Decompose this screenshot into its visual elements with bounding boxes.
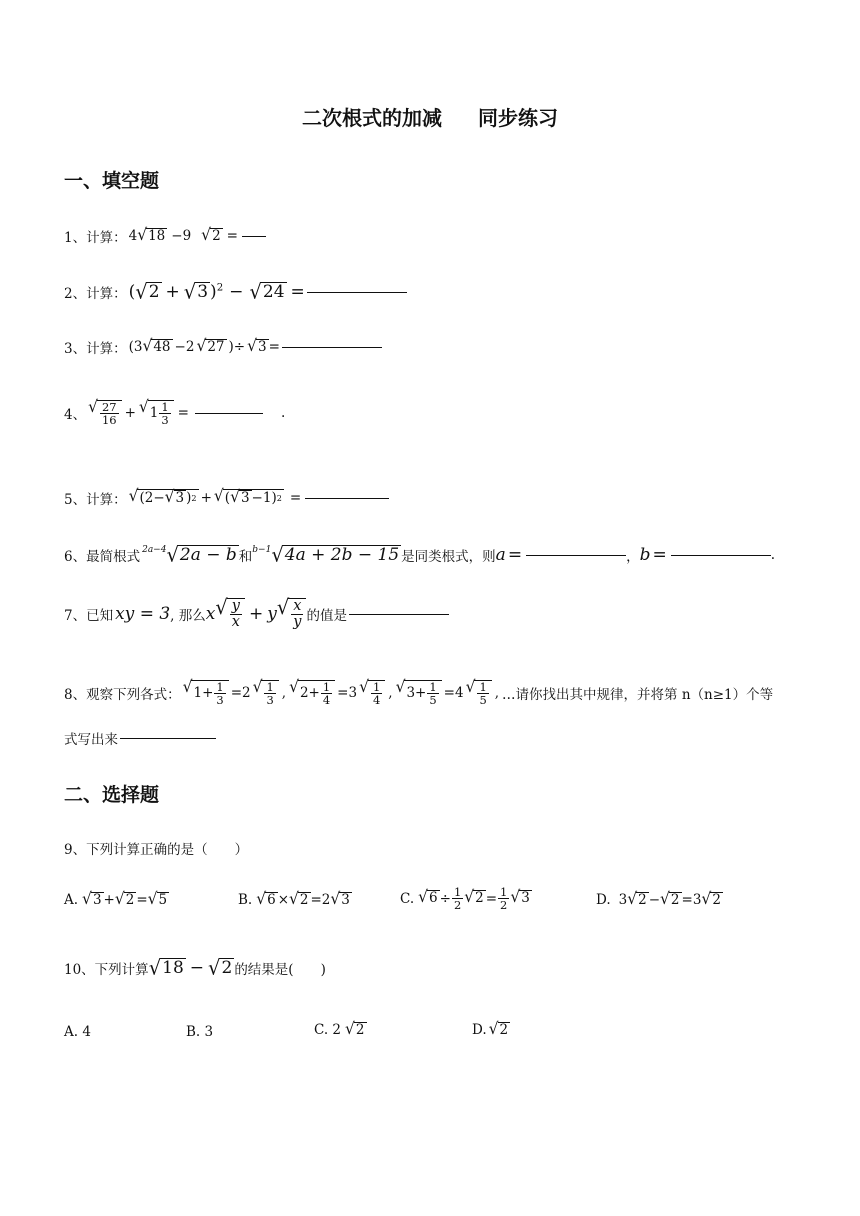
q9-d-op: −	[648, 892, 661, 909]
q2-r2: 3	[197, 282, 209, 302]
q1-r2: 2	[212, 227, 221, 244]
q3-close: )÷	[228, 339, 246, 355]
q5-radical-1: √ (2− √ 3 ) 2	[128, 486, 197, 507]
question-6	[64, 542, 775, 567]
q6-end: .	[770, 547, 775, 564]
q7-xn: x	[293, 598, 302, 614]
question-1	[64, 226, 266, 246]
q9-label: 9、下列计算正确的是（ ）	[64, 842, 249, 858]
q6-eq-a: =	[507, 545, 523, 566]
q2-answer-blank[interactable]	[307, 291, 407, 293]
q8-i1-d: 3	[216, 693, 224, 708]
q6-answer-b-blank[interactable]	[671, 554, 771, 556]
q7-tail: 的值是	[306, 608, 347, 625]
q10-label: 10、下列计算	[64, 962, 149, 979]
q8-i3-rn: 1	[479, 680, 487, 694]
q3-label: 3、计算：	[64, 341, 127, 357]
q2-radical-2: √ 3	[183, 279, 209, 304]
q9-d-prefix: D.	[596, 892, 611, 909]
q6-b: b	[639, 545, 651, 566]
q8-item-3-left: √ 3+ $\frac{1}{5}$	[396, 680, 442, 706]
question-3	[64, 337, 382, 357]
q5-pow-2: 2	[276, 492, 282, 503]
q8-i3-w: 3+	[406, 684, 427, 701]
q9-c-gn: 1	[500, 885, 508, 899]
q6-radical-2: b−1 √ 4a + 2b − 15	[252, 542, 400, 567]
q5-r2: 3	[240, 490, 250, 507]
q6-text: 是同类根式，则	[401, 549, 496, 566]
q8-i2-rd: 4	[372, 693, 381, 708]
q3-answer-blank[interactable]	[282, 346, 382, 348]
q1-coef: 4	[128, 228, 138, 244]
q7-yd: x	[231, 614, 240, 631]
q8-i1-rn: 1	[266, 680, 274, 694]
q4-f1d: 16	[101, 413, 117, 428]
q8-i1-w: 1+	[193, 684, 214, 701]
question-8-line2	[64, 728, 216, 748]
q2-label: 2、计算：	[64, 286, 127, 303]
q6-e2: 4a + 2b − 15	[284, 545, 400, 565]
q6-label: 6、最简根式	[64, 549, 141, 566]
q1-radical-2: √ 2	[201, 225, 221, 245]
q10-option-a[interactable]	[64, 1024, 91, 1040]
q6-idx2: b−1	[252, 545, 272, 555]
q7-answer-blank[interactable]	[349, 613, 449, 615]
section-fill-heading: 一、填空题	[64, 170, 160, 192]
q8-label: 8、观察下列各式：	[64, 687, 181, 704]
q4-f1n: 27	[101, 400, 117, 414]
q7-cond: xy = 3	[115, 604, 171, 625]
q10-r2: 2	[221, 958, 233, 978]
q6-eq-b: =	[652, 545, 667, 566]
q10-option-b[interactable]	[186, 1024, 213, 1040]
q9-c-r3: 3	[521, 890, 530, 907]
q5-eq: =	[289, 490, 302, 506]
q7-label: 7、已知	[64, 608, 114, 625]
q9-c-fn: 1	[453, 885, 462, 899]
question-8	[64, 677, 774, 708]
q8-i2-w: 2+	[299, 684, 320, 701]
question-4	[64, 397, 286, 428]
q5-plus: +	[200, 490, 212, 506]
q9-d-eq: =3	[681, 892, 702, 909]
q8-i2-d: 4	[322, 693, 331, 708]
q2-plus: +	[165, 282, 180, 303]
q6-e1: 2a − b	[179, 545, 237, 565]
q8-item-1-left: √ 1+ $\frac{1}{3}$	[183, 680, 229, 706]
q9-c-r1: 6	[429, 890, 438, 907]
q7-yn: y	[231, 598, 240, 614]
q4-whole: 1	[149, 404, 159, 421]
q3-open: (3	[128, 339, 143, 355]
q8-i2-n: 1	[322, 680, 331, 694]
q4-f2n: 1	[161, 400, 169, 414]
q10-d-r: 2	[499, 1022, 509, 1038]
q5-d: −1)	[251, 489, 277, 506]
q2-r3: 24	[262, 282, 285, 302]
q5-a: (2−	[139, 489, 165, 506]
q9-c-eq: =	[485, 890, 498, 907]
q8-answer-blank[interactable]	[120, 737, 216, 739]
q5-r1: 3	[175, 490, 185, 507]
q6-and: 和	[238, 549, 253, 566]
question-7	[64, 595, 449, 631]
q2-pow: 2	[216, 282, 224, 294]
page-title	[0, 102, 860, 131]
q2-radical-1: √ 2	[135, 279, 160, 304]
question-10: 10、下列计算 √ 18 − √ 2 的结果是( )	[64, 955, 326, 980]
section-choice-heading: 二、选择题	[64, 784, 160, 806]
q10-tail: 的结果是( )	[234, 962, 326, 979]
q8-item-3-right: √ $\frac{1}{5}$	[466, 680, 492, 706]
q1-r1: 18	[148, 227, 166, 244]
q9-c-prefix: C.	[400, 890, 415, 907]
q9-d-r3: 2	[712, 892, 721, 908]
q9-b-eq: =2	[310, 892, 331, 909]
q9-option-c[interactable]: C. √ 6 ÷ $\frac{1}{2}$ √ 2 = $\frac{1}{2}$ √ 3	[400, 885, 530, 913]
q8-item-1-right: √ $\frac{1}{3}$	[253, 680, 279, 706]
q10-b-text: B. 3	[186, 1024, 214, 1040]
q10-option-d[interactable]: D. √ 2	[472, 1019, 509, 1039]
q3-eq: =	[268, 339, 280, 355]
q4-radical-1: √ $\frac{27}{16}$	[88, 400, 121, 426]
q7-radical-2: √ $\frac{x}{y}$	[277, 598, 307, 630]
q10-a-text: A. 4	[64, 1024, 91, 1040]
q8-i3-n: 1	[429, 680, 437, 694]
q6-a: a	[495, 545, 506, 566]
q7-xd: y	[293, 614, 302, 631]
q8-i2-c: =3	[337, 685, 358, 702]
q2-minus: −	[229, 282, 244, 303]
q9-d-r2: 2	[670, 892, 680, 908]
q9-option-b[interactable]: B. √ 6 × √ 2 =2 √ 3	[238, 889, 350, 909]
q5-b: )	[186, 489, 192, 506]
q10-d-text: D.	[472, 1022, 487, 1039]
q3-r1: 48	[153, 338, 171, 355]
q5-label: 5、计算：	[64, 492, 127, 508]
q9-b-prefix: B.	[238, 892, 253, 909]
q9-b-r3: 3	[341, 892, 350, 908]
title-main: 二次根式的加减	[302, 106, 442, 130]
q7-y: y	[267, 604, 277, 625]
q8-i3-c: =4	[443, 685, 464, 702]
q10-r1: 18	[162, 958, 184, 978]
q3-radical-1: √ 48	[142, 336, 171, 356]
q8-i1-rd: 3	[266, 693, 274, 708]
q7-plus: +	[248, 604, 264, 625]
q1-op: −9	[171, 228, 192, 244]
q8-line2: 式写出来	[64, 732, 118, 748]
q8-sep-1: ,	[281, 685, 287, 702]
q5-pow: 2	[191, 492, 197, 503]
q7-x: x	[205, 604, 216, 625]
q6-answer-a-blank[interactable]	[526, 554, 626, 556]
q2-r1: 2	[148, 282, 160, 302]
q4-f2d: 3	[161, 413, 169, 428]
q9-d-r1: 2	[638, 892, 647, 908]
q9-c-r2: 2	[475, 890, 484, 907]
q10-option-c[interactable]: C. 2 √ 2	[314, 1019, 365, 1039]
q4-radical-2: √ 1 $\frac{1}{3}$	[139, 400, 174, 426]
q9-a-r3: 5	[158, 892, 168, 908]
q3-radical-3: √ 3	[247, 336, 267, 356]
q8-i2-rn: 1	[372, 680, 381, 694]
q5-answer-blank[interactable]	[305, 497, 389, 499]
q3-radical-2: √ 27	[196, 336, 225, 356]
q9-d-a: 3	[618, 892, 628, 909]
q7-radical-1: √ $\frac{y}{x}$	[215, 598, 245, 630]
q4-eq: =	[177, 405, 189, 422]
question-9	[64, 838, 248, 858]
q1-label: 1、计算：	[64, 230, 127, 246]
q10-c-text: C. 2	[314, 1022, 342, 1039]
q6-radical-1: 2a−4 √ 2a − b	[142, 542, 237, 567]
q9-option-a[interactable]: A. √ 3 + √ 2 = √ 5	[64, 889, 168, 909]
q10-c-r: 2	[355, 1022, 365, 1038]
q2-radical-3: √ 24	[249, 279, 285, 304]
q9-b-op: ×	[277, 892, 290, 909]
q9-a-op: +	[103, 892, 115, 909]
q9-option-d[interactable]: D. 3 √ 2 − √ 2 =3 √ 2	[596, 889, 721, 909]
q3-r2: 27	[207, 338, 225, 355]
q1-eq: =	[226, 228, 238, 244]
q2-eq: =	[290, 282, 305, 303]
question-5	[64, 488, 389, 508]
q4-plus: +	[124, 405, 136, 422]
title-sub: 同步练习	[478, 106, 558, 130]
q6-comma: ，	[626, 549, 640, 566]
q1-answer-blank[interactable]	[242, 235, 266, 237]
q7-text: , 那么	[170, 608, 206, 625]
q8-i3-rd: 5	[479, 693, 487, 708]
q9-a-r1: 3	[92, 892, 102, 908]
q9-a-r2: 2	[125, 892, 135, 908]
q8-i3-d: 5	[429, 693, 437, 708]
q4-dot: .	[280, 405, 286, 422]
q10-op: −	[189, 958, 205, 979]
q9-a-prefix: A.	[64, 892, 79, 909]
q9-b-r2: 2	[299, 892, 309, 908]
q5-radical-2: √ ( √ 3 −1) 2	[213, 486, 282, 507]
q9-b-r1: 6	[267, 892, 276, 908]
q4-answer-blank[interactable]	[195, 412, 263, 414]
q9-a-eq: =	[136, 892, 148, 909]
q8-i1-c: =2	[230, 685, 251, 702]
q3-r3: 3	[258, 338, 267, 355]
q4-label: 4、	[64, 407, 87, 424]
q3-op: −2	[174, 339, 195, 355]
q8-sep-3: ,	[494, 685, 500, 702]
q8-item-2-right: √ $\frac{1}{4}$	[359, 680, 385, 706]
q1-radical-1: √ 18	[137, 225, 166, 245]
q8-item-2-left: √ 2+ $\frac{1}{4}$	[289, 680, 335, 706]
q5-c: (	[224, 489, 231, 506]
q9-c-fd: 2	[453, 898, 462, 913]
q8-sep-2: ,	[388, 685, 393, 702]
q6-idx1: 2a−4	[142, 545, 167, 555]
q9-c-gd: 2	[500, 898, 508, 913]
q8-i1-n: 1	[216, 680, 224, 694]
q8-text: …请你找出其中规律，并将第 n（n≥1）个等	[502, 687, 774, 704]
question-2: 2、计算： ( √ 2 + √ 3 )$^2$ − √ 24 =	[64, 282, 407, 303]
q9-c-op: ÷	[439, 890, 451, 907]
